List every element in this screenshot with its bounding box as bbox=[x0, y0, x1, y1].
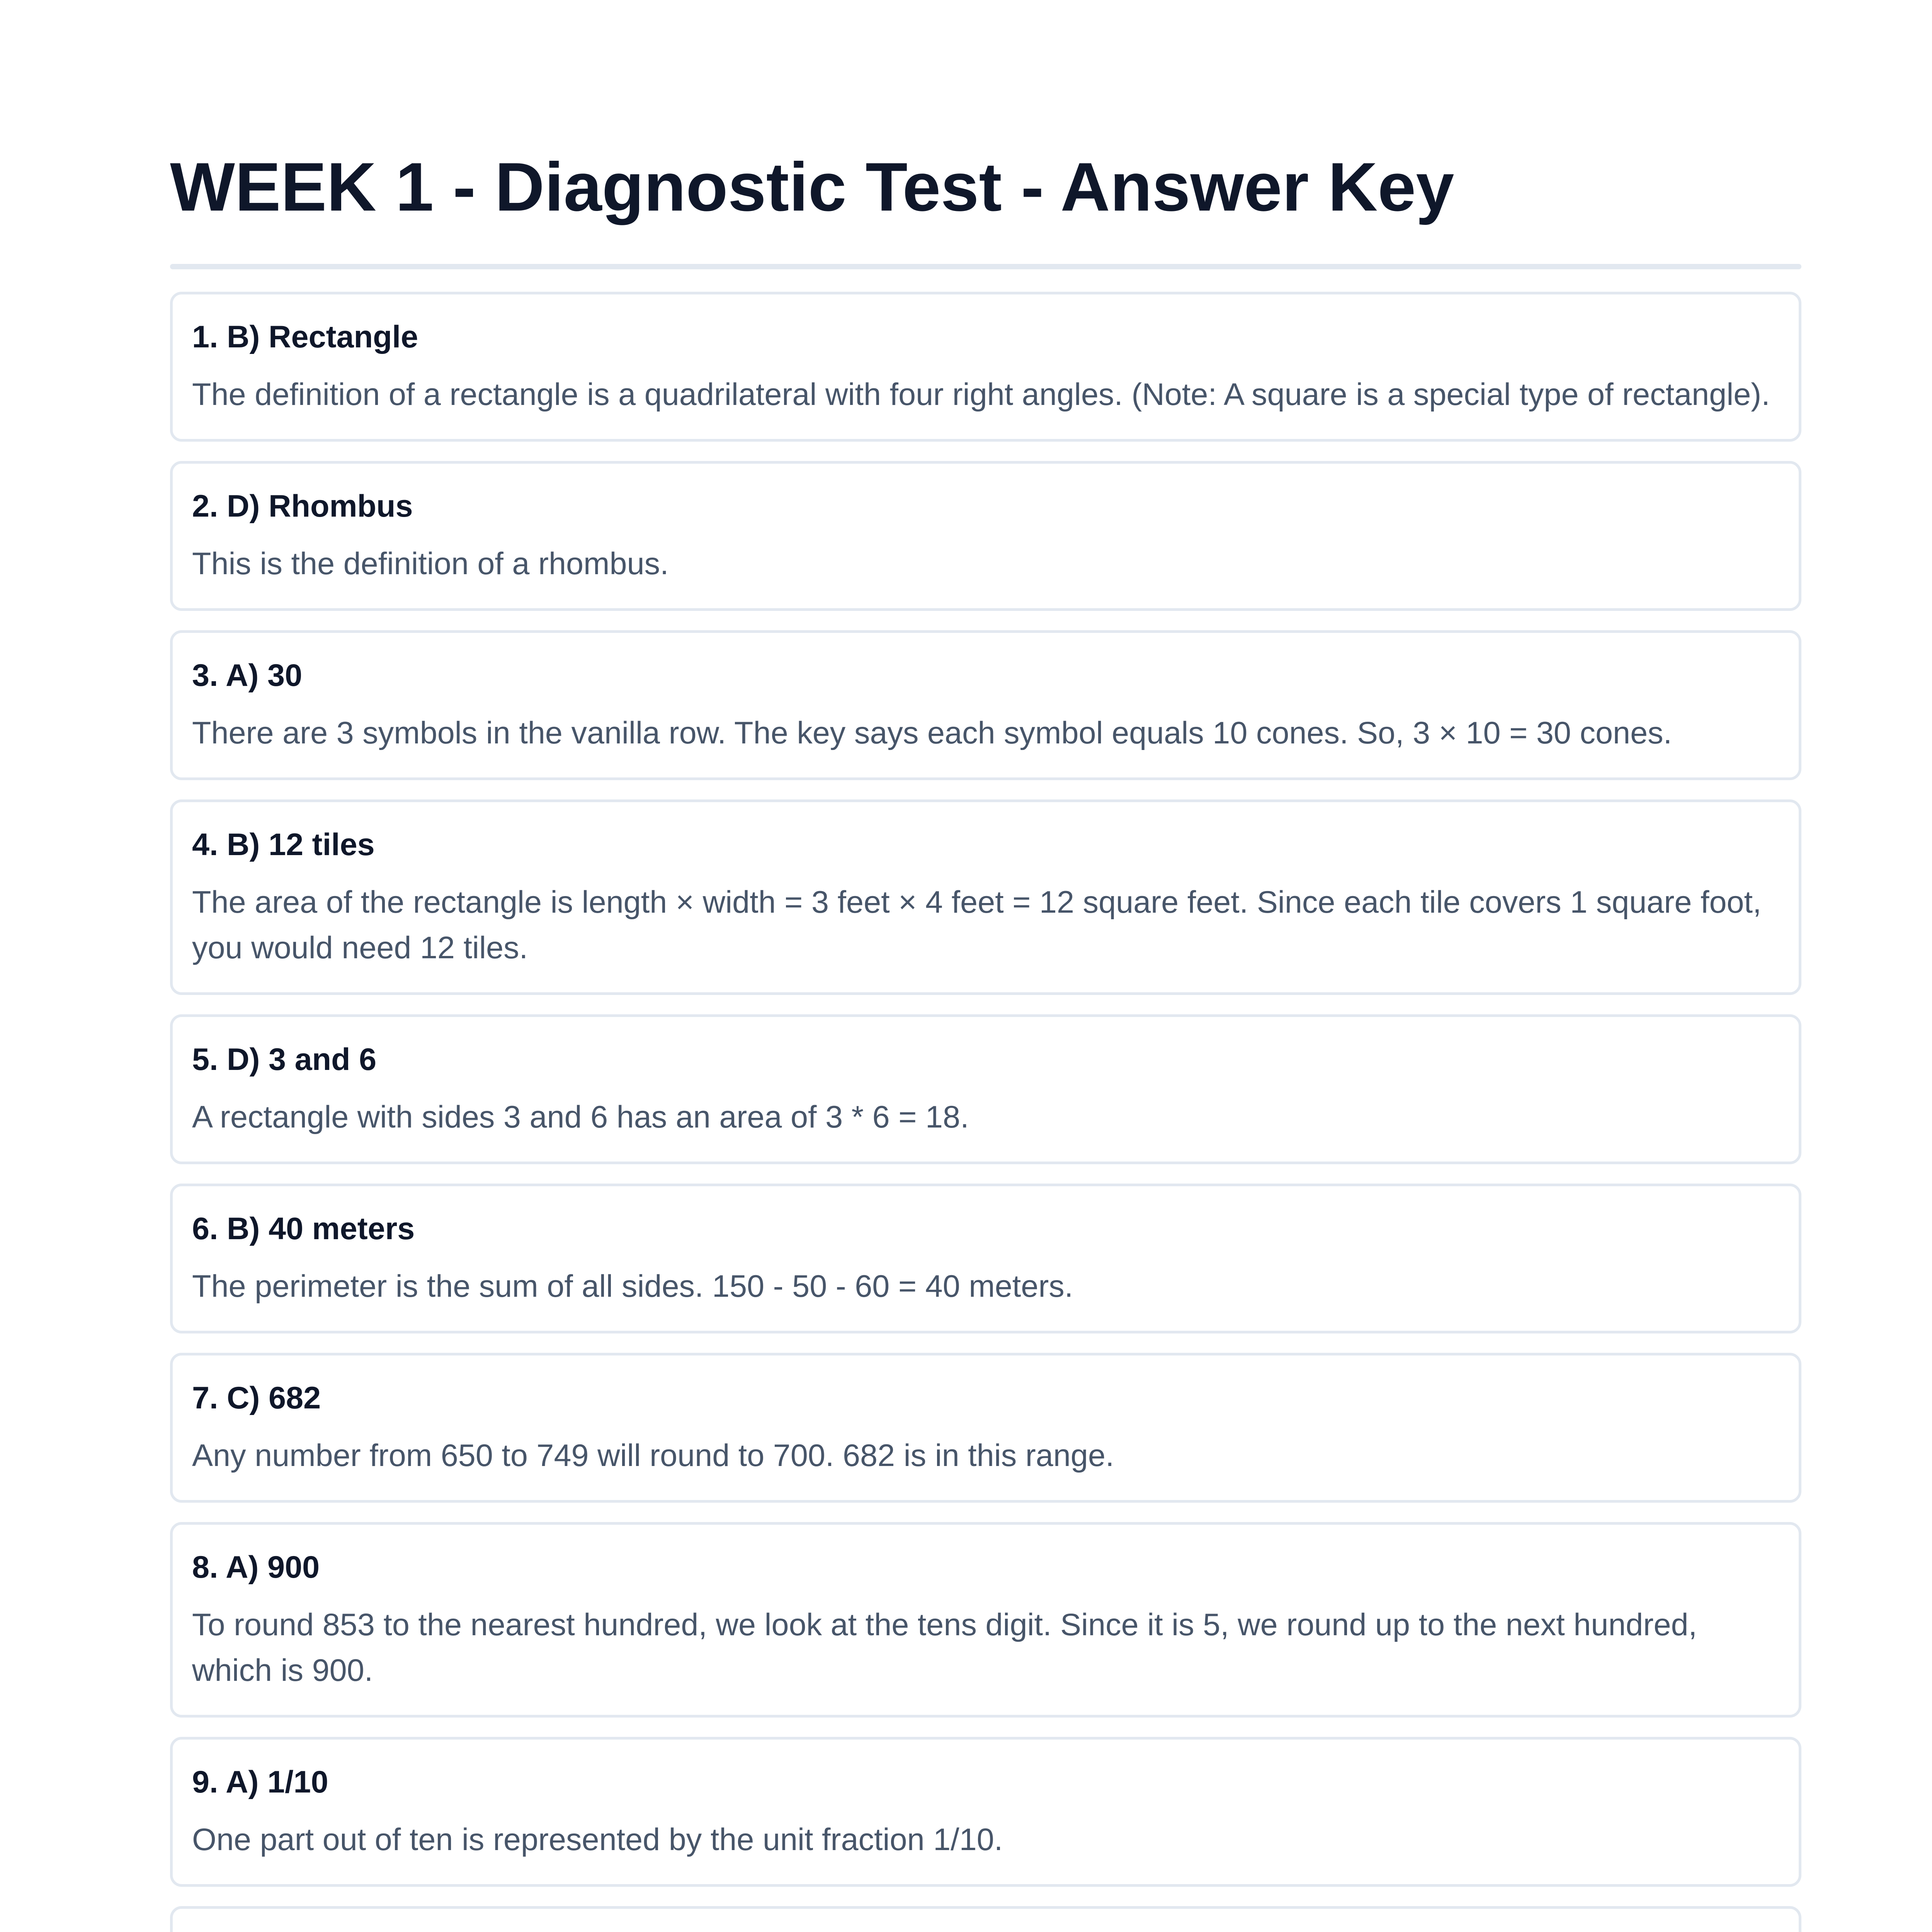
answer-explanation: Any number from 650 to 749 will round to 700. 682 is in this range. bbox=[192, 1438, 1114, 1473]
answer-explanation: To round 853 to the nearest hundred, we look at the tens digit. Since it is 5, we round up to the next hundred, which is 900. bbox=[192, 1607, 1697, 1688]
answer-explanation: The area of the rectangle is length × width = 3 feet × 4 feet = 12 square feet. Since each tile covers 1 square foot, you would need 12 tiles. bbox=[192, 885, 1762, 965]
title-divider bbox=[170, 264, 1801, 269]
answer-heading: 9. A) 1/10 bbox=[192, 1765, 328, 1799]
answer-heading: 3. A) 30 bbox=[192, 658, 303, 693]
answer-card-10 bbox=[170, 1906, 1801, 1932]
answer-heading: 8. A) 900 bbox=[192, 1550, 320, 1585]
answer-explanation: There are 3 symbols in the vanilla row. The key says each symbol equals 10 cones. So, 3 × 10 = 30 cones. bbox=[192, 716, 1672, 750]
answer-heading: 6. B) 40 meters bbox=[192, 1211, 415, 1246]
answer-card-5 bbox=[170, 1014, 1801, 1164]
answer-card-6 bbox=[170, 1184, 1801, 1333]
answer-card-1 bbox=[170, 292, 1801, 442]
answer-heading: 1. B) Rectangle bbox=[192, 320, 418, 354]
answer-explanation: A rectangle with sides 3 and 6 has an area of 3 * 6 = 18. bbox=[192, 1100, 969, 1134]
answer-heading: 4. B) 12 tiles bbox=[192, 827, 375, 862]
answer-key-page bbox=[170, 0, 1801, 1932]
answer-card-7 bbox=[170, 1353, 1801, 1503]
answer-card-3 bbox=[170, 630, 1801, 780]
answer-card-8 bbox=[170, 1522, 1801, 1718]
answer-list bbox=[170, 292, 1801, 1932]
answer-heading: 5. D) 3 and 6 bbox=[192, 1042, 377, 1077]
answer-heading: 2. D) Rhombus bbox=[192, 489, 413, 524]
answer-explanation: One part out of ten is represented by the unit fraction 1/10. bbox=[192, 1822, 1003, 1857]
answer-explanation: This is the definition of a rhombus. bbox=[192, 546, 669, 581]
answer-card-2 bbox=[170, 461, 1801, 611]
answer-explanation: The definition of a rectangle is a quadrilateral with four right angles. (Note: A square is a special type of rectangle). bbox=[192, 377, 1770, 412]
answer-card-4 bbox=[170, 799, 1801, 995]
answer-heading: 7. C) 682 bbox=[192, 1381, 321, 1415]
answer-explanation: The perimeter is the sum of all sides. 150 - 50 - 60 = 40 meters. bbox=[192, 1269, 1073, 1304]
page-title: WEEK 1 - Diagnostic Test - Answer Key bbox=[170, 148, 1454, 225]
answer-card-9 bbox=[170, 1737, 1801, 1887]
